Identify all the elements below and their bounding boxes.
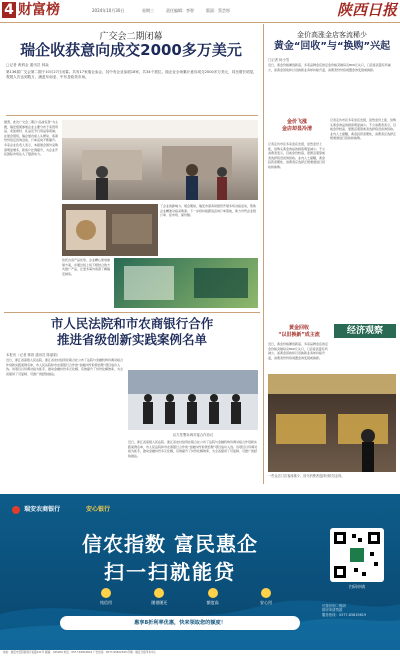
bank-advertisement[interactable] <box>0 494 400 650</box>
ad-feature-item: 额度高 <box>193 588 233 610</box>
article1-subtitle: 广交会二期闭幕 <box>99 32 163 42</box>
article3-body-lower: 近日，黄金价格屡创新高，多家品牌金店的足金价格突破每克800元关口，门店客流量有所减少，而黄金回收和以旧换新业务却持续升温，消费者纷纷将闲置金饰变现或换新。 <box>268 342 329 360</box>
article3-lead: 近日，黄金价格屡创新高，多家品牌金店的足金价格突破每克800元关口，门店客流量有所减少，而黄金回收和以旧换新业务却持续升温，消费者纷纷将闲置金饰变现或换新。 <box>268 63 391 72</box>
expo-booth-photo <box>62 120 258 200</box>
credit-icon <box>101 588 111 598</box>
article3-headline: 黄金“回收”与“换购”兴起 <box>273 41 391 52</box>
issue-weekday: 星期三 <box>142 8 154 13</box>
article1-headline: 瑞企收获意向成交2000多万美元 <box>20 41 242 59</box>
article3-box-heading-1: 金价飞涨 金店却显冷清 <box>281 119 312 132</box>
ad-feature-item: 纯信用 <box>86 588 126 610</box>
section-title: 财富榜 <box>18 2 60 18</box>
green-promo-photo <box>114 258 258 308</box>
article1-body-left: 据悉，此次广交会二期以“品质家居”为主题，瑞安组团参展企业主要分布于家居用品、家装建材、礼品及节日用品等领域。在展会现场，瑞企展台前人头攒动，客商纷纷驻足咨询洽谈，订单意向不断攀升。多家企业负责人表示，本届展会国外采购商明显增多，新客户比例提升，为企业开拓国际市场注入了强劲动力。 <box>4 120 59 157</box>
article2-headline-line1: 市人民法院和市农商银行合作 <box>50 316 214 331</box>
ad-feature-list <box>86 588 286 610</box>
article2-caption: 双方签署诉调对接合作协议 <box>172 433 214 437</box>
economy-column-banner <box>334 324 396 338</box>
article2-body-continued: 近日，浙江省高级人民法院、浙江省农村信用社联合社公布了法院与金融机构诉调对接合作创新实践案例名单，市人民法院和市农商银行合作的“金融纠纷诉源治理”项目成功入选。该项目以诉调对接为抓手，推动金融纠纷多元化解，有效提升了纠纷化解效率，为全省提供了可复制、可推广的经验做法。 <box>128 440 258 458</box>
article3-body-left: 记者走访市区多家金店发现，虽然金价上涨，但购买黄金饰品的顾客明显减少。不少消费者表示，目前金价较高，更愿意观望或者选择将旧首饰回收。业内人士提醒，黄金投资需理性，消费者应选择正规渠道进行回收和换购。 <box>268 142 326 169</box>
newspaper-logo: 陕西日报 <box>336 1 397 19</box>
column-divider <box>263 24 264 484</box>
article3-byline: □记者 杨小雪 <box>268 58 290 62</box>
limit-icon <box>208 588 218 598</box>
product-display-photo <box>62 204 158 256</box>
article3-body-right: 记者走访市区多家金店发现，虽然金价上涨，但购买黄金饰品的顾客明显减少。不少消费者表示，目前金价较高，更愿意观望或者选择将旧首饰回收。业内人士提醒，黄金投资需理性，消费者应选择正规渠道进行回收和换购。 <box>330 118 396 141</box>
masthead-bar <box>0 0 400 23</box>
article1-body-right: 依托自身产品优势，企业精心策划参展方案，并通过线上线下相结合的方式推广产品，让更多海外客商了解瑞安制造。 <box>62 258 111 276</box>
article3-caption: 一些金店门店客流稀少，部分消费者选择回收旧金饰。 <box>268 474 345 478</box>
ad-promo-pill[interactable]: 惠享8折利率优惠，快来领取您的额度！ <box>60 616 300 630</box>
art-credit: 版面：蔡芸彤 <box>206 8 230 13</box>
article2-headline-line2: 推进省级创新实践案例名单 <box>56 332 207 347</box>
page-number: 4 <box>2 2 16 18</box>
economy-column-label: 经济观察 <box>346 326 383 336</box>
article2-top-rule <box>4 312 260 313</box>
article1-divider <box>6 115 258 116</box>
qr-caption: 扫码申请 <box>349 584 365 589</box>
repay-icon <box>154 588 164 598</box>
bank-logo-icon <box>12 506 20 514</box>
article1-byline: □记者 黄炳金 通讯员 林焱 <box>6 63 49 67</box>
article2-byline: 本报讯（记者 林茵 通讯员 陈丽娟） <box>6 353 61 357</box>
ad-headline: 信农指数 富民惠企 <box>82 532 258 556</box>
qr-code[interactable] <box>330 528 384 582</box>
bank-slogan: 安心银行 <box>86 506 111 513</box>
shield-icon <box>261 588 271 598</box>
article3-box-heading-2: 黄金回收 “以旧换新”成主流 <box>278 325 320 338</box>
issue-date: 2024年10月30日 <box>92 8 125 13</box>
page-footer: 地址：瑞安市安阳街道万松路121号 邮编：325200 电话：0577-65819819 广告热线：0577-65812345 印刷：瑞安日报印务中心 <box>3 651 157 654</box>
ad-subline: 扫一扫就能贷 <box>104 560 236 584</box>
ad-feature-item: 安心用 <box>246 588 286 610</box>
article3-subtitle: 金价高涨金店客流稀少 <box>297 31 367 39</box>
gold-store-photo <box>268 374 396 472</box>
editor-credit: 责任编辑：李智 <box>166 8 194 13</box>
bank-logo-text: 瑞安农商银行 <box>12 504 60 514</box>
article1-lead: 第136届广交会第二期于10月27日闭幕。共有17家瑞企参会，其中有企业参展18家，共34个展位。瑞企业全场累计意向成交2000多万美元，同比增长明显，观展人次达到数万，涵盖东南亚、中东及欧美市场。 <box>6 70 257 79</box>
ad-feature-item: 随借随还 <box>139 588 179 610</box>
signing-ceremony-photo <box>128 370 258 430</box>
article1-body-mid: 了企业的影响力。展会期间，瑞安市商务局组织开展多场对接活动，帮助企业精准对接采购商。下一步将持续跟进意向订单落地，助力外贸企业稳订单、拓市场、保份额。 <box>160 204 257 218</box>
ad-side-text: 长按识别二维码 即可申请贷款 服务热线：0577-65819819 <box>322 604 367 617</box>
article2-body: 近日，浙江省高级人民法院、浙江省农村信用社联合社公布了法院与金融机构诉调对接合作创新实践案例名单，市人民法院和市农商银行合作的“金融纠纷诉源治理”项目成功入选。该项目以诉调对接为抓手，推动金融纠纷多元化解，有效提升了纠纷化解效率，为全省提供了可复制、可推广的经验做法。 <box>6 358 124 376</box>
